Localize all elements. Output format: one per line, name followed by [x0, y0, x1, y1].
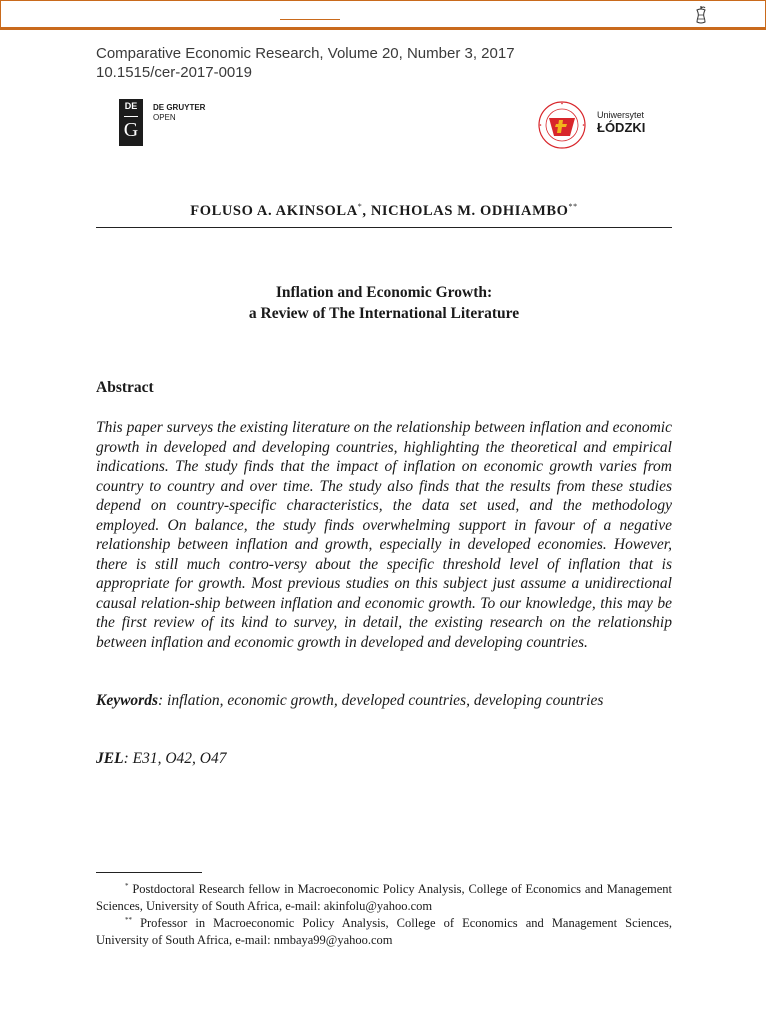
jel-text: : E31, O42, O47 — [123, 750, 227, 767]
footnote-1 — [96, 878, 672, 915]
author-2-mark: ** — [568, 202, 578, 211]
author-1: FOLUSO A. AKINSOLA — [190, 202, 358, 219]
keywords-text: : inflation, economic growth, developed countries, developing countries — [158, 692, 604, 709]
footnote-1-text: Postdoctoral Research fellow in Macroeconomic Policy Analysis, College of Economics and Management Sciences, University of South Africa, e-mail: akinfolu@yahoo.com — [96, 882, 672, 914]
jel-codes — [96, 750, 226, 768]
title-line-2: a Review of The International Literature — [248, 305, 520, 322]
authors — [96, 202, 672, 220]
toolbar-tab-indicator[interactable] — [280, 19, 340, 20]
title-line-1: Inflation and Economic Growth: — [275, 284, 493, 301]
keywords — [96, 691, 672, 711]
university-seal-icon — [537, 100, 587, 150]
journal-header — [96, 44, 515, 82]
publisher-name: DE GRUYTER — [153, 103, 206, 112]
footnote-1-mark: * — [125, 882, 129, 890]
university-line1: Uniwersytet — [597, 110, 645, 120]
footnote-divider — [96, 872, 202, 873]
author-2: NICHOLAS M. ODHIAMBO — [370, 202, 569, 219]
logo-mark-de: DE — [124, 101, 138, 111]
keywords-label: Keywords — [96, 692, 158, 709]
paper-title — [96, 282, 672, 324]
doi: 10.1515/cer-2017-0019 — [96, 64, 252, 81]
de-gruyter-wordmark — [153, 103, 243, 123]
de-gruyter-mark — [119, 99, 143, 146]
journal-citation: Comparative Economic Research, Volume 20, Number 3, 2017 — [96, 45, 515, 62]
footnote-2 — [96, 912, 672, 949]
university-wordmark — [597, 110, 667, 135]
apple-core-icon[interactable] — [693, 4, 709, 26]
logo-mark-g: G — [123, 119, 139, 141]
author-divider — [96, 227, 672, 228]
university-of-lodz-logo — [537, 100, 646, 155]
abstract-text: This paper surveys the existing literature on the relationship between inflation and economic growth in developed and developing countries, highlighting the theoretical and empirical indications. The study finds that the impact of inflation on economic growth varies from country to country and over time. The study also finds that the results from these studies depend on country-specific characteristics, the data set used, and the methodology employed. On balance, the study finds overwhelming support in favour of a negative relationship between inflation and growth, especially in developed economies. However, there is still much contro-versy about the specific threshold level of inflation that is appropriate for growth. Most previous studies on this subject just assume a unidirectional causal relation-ship between inflation and economic growth. To our knowledge, this may be the first review of its kind to survey, in detail, the existing research on the relationship between inflation and economic growth in developed and developing countries. — [96, 419, 672, 651]
university-line2: ŁÓDZKI — [597, 120, 646, 135]
top-toolbar — [0, 0, 766, 30]
author-1-mark: * — [357, 202, 363, 211]
abstract-heading: Abstract — [96, 379, 154, 396]
author-separator: , — [362, 202, 371, 219]
footnote-2-text: Professor in Macroeconomic Policy Analysis, College of Economics and Management Sciences, University of South Africa, e-mail: nmbaya99@yahoo.com — [96, 916, 672, 948]
footnote-2-mark: ** — [125, 916, 132, 924]
jel-label: JEL — [96, 750, 124, 767]
publisher-sub: OPEN — [153, 113, 176, 122]
